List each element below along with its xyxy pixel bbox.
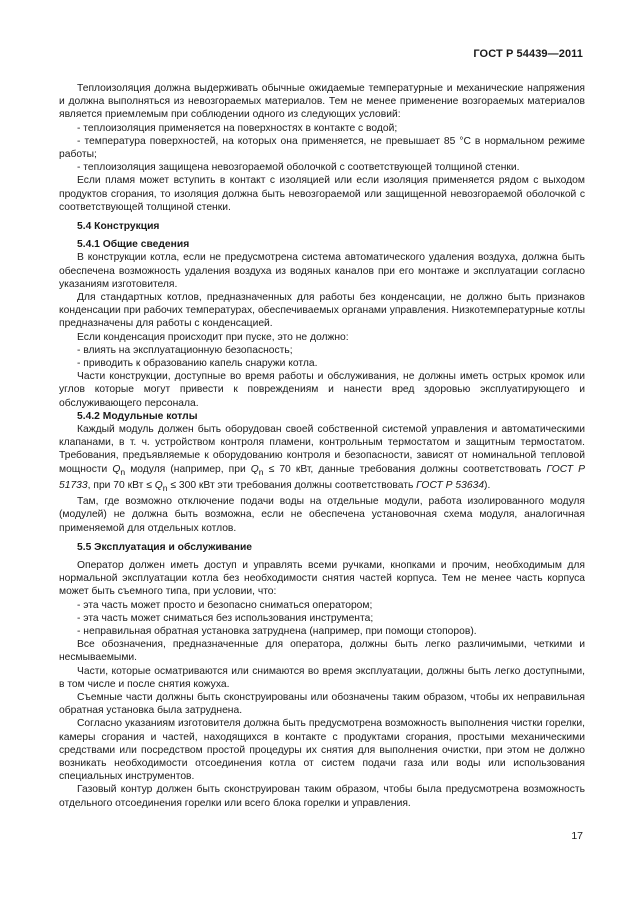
paragraph: Все обозначения, предназначенные для оператора, должны быть легко различимыми, четкими и несмываемыми. [59, 639, 585, 664]
paragraph: Если пламя может вступить в контакт с изоляцией или если изоляция применяется рядом с выходом продуктов сгорания, то изоляция должна быть невозгораемой или защищенной невозгораемой оболочкой с соответствующей толщиной стенки. [59, 175, 585, 213]
subsection-heading-5-4-2: 5.4.2 Модульные котлы [77, 410, 198, 422]
paragraph: Согласно указаниям изготовителя должна быть предусмотрена возможность выполнения чистки горелки, камеры сгорания и частей, находящихся в контакте с продуктами сгорания, простыми механическими средствами или посредством простой процедуры их снятия для выполнения очистки, при этом не должно возникать необходимости отсоединения котла от систем подачи газа или воды или использования специальных инструментов. [59, 718, 585, 783]
standard-reference: ГОСТ Р 51733 [59, 463, 586, 491]
paragraph: Съемные части должны быть сконструированы или обозначены таким образом, чтобы их неправильная обратная установка была затруднена. [59, 692, 585, 717]
list-item: - теплоизоляция применяется на поверхностях в контакте с водой; [77, 122, 398, 134]
paragraph: Для стандартных котлов, предназначенных для работы без конденсации, не должно быть признаков конденсации при рабочих температурах, обеспечиваемых органами управления. Низкотемпературные котлы предназначены для работы с конденсацией. [59, 292, 585, 330]
page-content [59, 82, 585, 810]
section-heading-5-5: 5.5 Эксплуатация и обслуживание [77, 541, 253, 553]
subsection-heading-5-4-1: 5.4.1 Общие сведения [77, 239, 190, 251]
paragraph: Если конденсация происходит при пуске, это не должно: [77, 331, 349, 343]
paragraph: Части, которые осматриваются или снимаются во время эксплуатации, должны быть легко доступными, в том числе и после снятия кожуха. [59, 665, 585, 690]
list-item: - теплоизоляция защищена невозгораемой оболочкой с соответствующей толщиной стенки. [77, 162, 520, 174]
list-item: - эта часть может просто и безопасно сниматься оператором; [77, 599, 373, 611]
paragraph-modular: Каждый модуль должен быть оборудован своей собственной системой управления и автоматическими клапанами, в т. ч. устройством контроля пламени, контрольным термостатом и защитным термостатом. Требования, предъявляемые к оборудованию контроля и безопасности, зависят от номинальной тепловой мощности $Q_n$ модуля (например, при $Q_n \le 70$ кВт, данные требования должны соответствовать ГОСТ Р 51733, при 70 кВт ≤ $Q_n \le 300$ кВт эти требования должны соответствовать ГОСТ Р 53634). [59, 424, 586, 493]
list-item: - неправильная обратная установка затруднена (например, при помощи стопоров). [77, 626, 477, 638]
paragraph: Оператор должен иметь доступ и управлять всеми ручками, кнопками и прочим, необходимым для нормальной эксплуатации котла без необходимости снятия частей корпуса. Тем не менее часть корпуса может быть съемного типа, при условии, что: [59, 560, 585, 598]
list-item: - эта часть может сниматься без использования инструмента; [77, 612, 374, 624]
paragraph: Газовый контур должен быть сконструирован таким образом, чтобы была предусмотрена возможность отдельного отсоединения горелки или всего блока горелки и управления. [59, 784, 585, 809]
section-heading-5-4: 5.4 Конструкция [77, 221, 160, 233]
list-item: - приводить к образованию капель снаружи котла. [77, 358, 318, 370]
paragraph: Части конструкции, доступные во время работы и обслуживания, не должны иметь острых кромок или углов которые могут привести к повреждениям и нанести вред здоровью эксплуатирующего и обслуживающего персонала. [59, 371, 585, 409]
paragraph: В конструкции котла, если не предусмотрена система автоматического удаления воздуха, должна быть обеспечена возможность удаления воздуха из водяных каналов при его монтаже и эксплуатации согласно указаниям изготовителя. [59, 252, 585, 290]
standard-reference: ГОСТ Р 53634 [416, 479, 485, 491]
list-item: - температура поверхностей, на которых она применяется, не превышает 85 °С в нормальном режиме работы; [59, 135, 585, 161]
standard-number: ГОСТ Р 54439—2011 [473, 48, 583, 60]
paragraph: Там, где возможно отключение подачи воды на отдельные модули, работа изолированного модуля (модулей) не должна быть возможна, если не обеспечена установочная схема модуля, аналогичная применяемой для отдельных котлов. [59, 496, 585, 534]
list-item: - влиять на эксплуатационную безопасность; [77, 344, 293, 356]
paragraph: Теплоизоляция должна выдерживать обычные ожидаемые температурные и механические напряжения и должна выполняться из невозгораемых материалов. Тем не менее применение возгораемых материалов является приемлемым при соблюдении одного из следующих условий: [59, 83, 585, 121]
page-number: 17 [571, 830, 583, 842]
